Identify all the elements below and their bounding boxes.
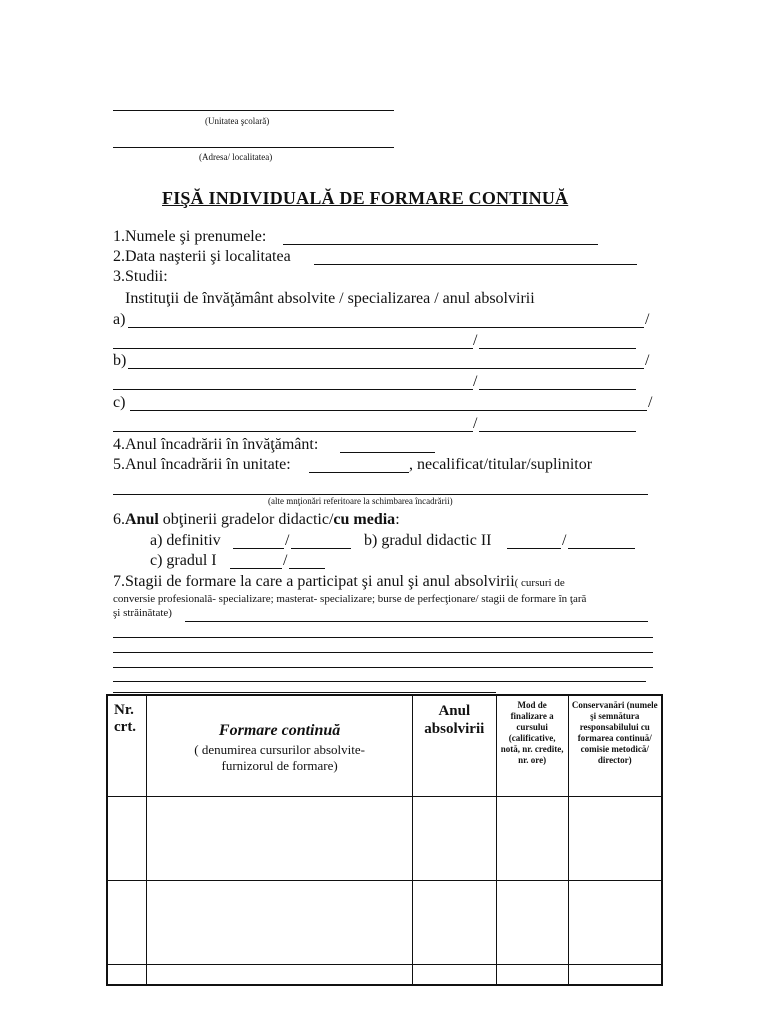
col-observations-header [568, 695, 662, 796]
table-cell[interactable] [412, 796, 496, 880]
item-c-specialization-field[interactable] [113, 431, 473, 432]
item-b-specialization-field[interactable] [113, 389, 473, 390]
internships-line-3[interactable] [113, 652, 653, 653]
item-b-slash2: / [473, 373, 478, 390]
col-year-label: Anul absolvirii [424, 703, 485, 737]
col-training-subtitle: ( denumirea cursurilor absolvite- furnizorul de formare) [194, 742, 365, 773]
school-unit-line[interactable] [113, 110, 394, 111]
definitive-slash: / [285, 532, 290, 549]
col-finalization-header [496, 695, 568, 796]
col-year-header [412, 695, 496, 796]
grade2-label: b) gradul didactic II [364, 532, 492, 549]
grade1-year-field[interactable] [230, 568, 282, 569]
page-title: FIŞĂ INDIVIDUALĂ DE FORMARE CONTINUĂ [162, 188, 569, 208]
item-b-slash: / [645, 352, 650, 369]
internships-note-2: conversie profesională- specializare; masterat- specializare; burse de perfecţionare/ stagii de formare în ţară [113, 593, 587, 605]
table-cell[interactable] [496, 796, 568, 880]
table-cell[interactable] [107, 880, 147, 964]
other-mentions-caption: (alte mnţionări referitoare la schimbarea încadrării) [268, 496, 453, 506]
grade2-grade-field[interactable] [568, 548, 635, 549]
item-a-label: a) [113, 311, 126, 328]
unit-status-label: , necalificat/titular/suplinitor [409, 456, 593, 473]
table-cell[interactable] [496, 880, 568, 964]
table-cell[interactable] [568, 964, 662, 985]
item-c-field[interactable] [130, 410, 647, 411]
training-table [106, 694, 663, 986]
unit-year-label: 5.Anul încadrării în unitate: [113, 456, 291, 473]
item-c-slash2: / [473, 415, 478, 432]
item-a-slash: / [645, 311, 650, 328]
school-unit-caption: (Unitatea şcolară) [205, 116, 270, 126]
item-a-specialization-field[interactable] [113, 348, 473, 349]
table-cell[interactable] [568, 880, 662, 964]
table-cell[interactable] [412, 880, 496, 964]
grade2-year-field[interactable] [507, 548, 561, 549]
name-field[interactable] [283, 244, 598, 245]
item-b-label: b) [113, 352, 127, 369]
item-c-label: c) [113, 394, 126, 411]
employment-year-label: 4.Anul încadrării în învăţământ: [113, 436, 319, 453]
studies-label: 3.Studii: [113, 268, 168, 285]
table-cell[interactable] [412, 964, 496, 985]
birth-label: 2.Data naşterii şi localitatea [113, 248, 291, 265]
internships-line-1[interactable] [185, 621, 648, 622]
degrees-prefix: 6. [113, 511, 125, 528]
table-row [107, 964, 662, 985]
internships-note-3: şi străinătate) [113, 607, 172, 619]
definitive-year-field[interactable] [233, 548, 284, 549]
grade2-slash: / [562, 532, 567, 549]
grade1-grade-field[interactable] [289, 568, 325, 569]
unit-year-field[interactable] [309, 472, 409, 473]
address-line[interactable] [113, 147, 394, 148]
table-cell[interactable] [107, 964, 147, 985]
internships-line-5[interactable] [113, 681, 646, 682]
degrees-middle: obţinerii gradelor didactic/ [158, 511, 334, 528]
internships-label [113, 573, 565, 591]
address-caption: (Adresa/ localitatea) [199, 152, 273, 162]
item-b-year-field[interactable] [479, 389, 636, 390]
col-finalization-label: Mod de finalizare a cursului (calificative, notă, nr. credite, nr. ore) [500, 700, 564, 765]
col-nr-label: Nr. [114, 702, 134, 718]
internships-note-1: ( cursuri de [514, 577, 565, 589]
internships-line-6[interactable] [113, 692, 496, 693]
definitive-label: a) definitiv [150, 532, 221, 549]
table-row [107, 880, 662, 964]
internships-title: 7.Stagii de formare la care a participat şi anul şi anul absolvirii [113, 573, 515, 590]
col-observations-label: Conservanări (numele şi semnătura responsabilului cu formarea continuă/ comisie metodică/ director) [571, 700, 658, 765]
col-nr-header [107, 695, 147, 796]
col-training-title: Formare continuă [218, 722, 341, 739]
grade1-label: c) gradul I [150, 552, 217, 569]
other-mentions-field[interactable] [113, 494, 648, 495]
grade1-slash: / [283, 552, 288, 569]
name-label: 1.Numele şi prenumele: [113, 228, 267, 245]
table-cell[interactable] [107, 796, 147, 880]
item-a-year-field[interactable] [479, 348, 636, 349]
internships-line-2[interactable] [113, 637, 653, 638]
degrees-bold-average: cu media [333, 511, 396, 528]
item-c-slash: / [648, 394, 653, 411]
table-cell[interactable] [147, 880, 413, 964]
table-header-row [107, 695, 662, 796]
degrees-suffix: : [395, 511, 400, 528]
col-training-header [147, 695, 413, 796]
institutions-label: Instituţii de învăţământ absolvite / specializarea / anul absolvirii [125, 290, 535, 307]
table-row [107, 796, 662, 880]
table-cell[interactable] [496, 964, 568, 985]
item-a-field[interactable] [128, 327, 644, 328]
birth-field[interactable] [314, 264, 637, 265]
degrees-bold-year: Anul [125, 511, 159, 528]
table-cell[interactable] [147, 796, 413, 880]
col-crt-label: crt. [114, 719, 137, 735]
item-c-year-field[interactable] [479, 431, 636, 432]
table-cell[interactable] [147, 964, 413, 985]
internships-line-4[interactable] [113, 667, 653, 668]
degrees-label [113, 511, 400, 529]
item-b-field[interactable] [128, 368, 644, 369]
definitive-grade-field[interactable] [291, 548, 351, 549]
employment-year-field[interactable] [340, 452, 435, 453]
item-a-slash2: / [473, 332, 478, 349]
table-cell[interactable] [568, 796, 662, 880]
